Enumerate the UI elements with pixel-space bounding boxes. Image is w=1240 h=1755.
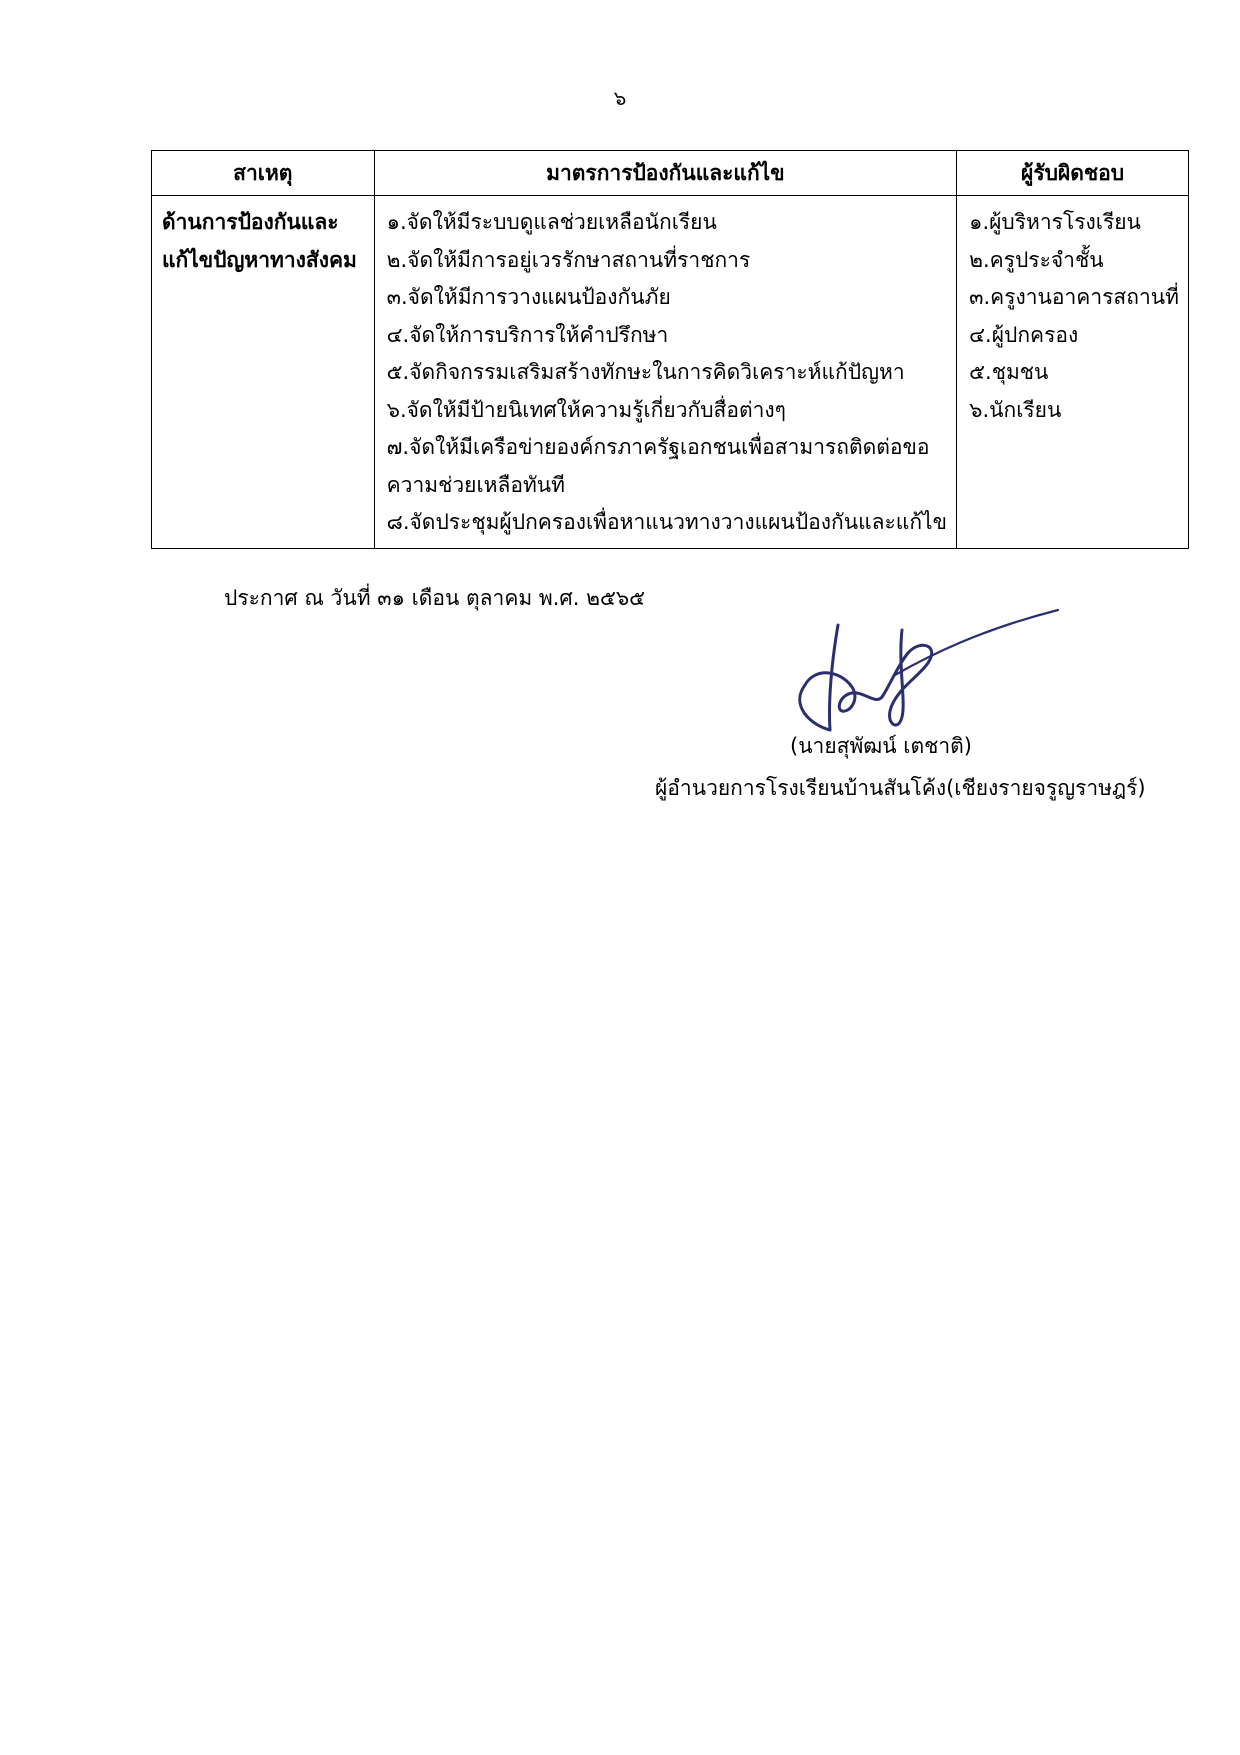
measure-item: ๗.จัดให้มีเครือข่ายองค์กรภาครัฐเอกชนเพื่อสามารถติดต่อขอ: [386, 435, 930, 459]
responsible-item: ๖.นักเรียน: [969, 397, 1062, 422]
measure-item: ๖.จัดให้มีป้ายนิเทศให้ความรู้เกี่ยวกับสื่อต่างๆ: [386, 397, 786, 422]
responsible-cell: [957, 196, 1189, 549]
responsible-item: ๑.ผู้บริหารโรงเรียน: [969, 210, 1141, 234]
measure-item: ๑.จัดให้มีระบบดูแลช่วยเหลือนักเรียน: [386, 210, 717, 234]
announcement-date: ประกาศ ณ วันที่ ๓๑ เดือน ตุลาคม พ.ศ. ๒๕๖๕: [224, 586, 646, 610]
measure-item: ความช่วยเหลือทันที: [386, 472, 565, 497]
measures-table: [151, 150, 1189, 549]
responsible-item: ๓.ครูงานอาคารสถานที่: [969, 285, 1179, 309]
signature-stroke: [882, 630, 932, 725]
measure-item: ๔.จัดให้การบริการให้คำปรึกษา: [386, 322, 669, 347]
table-header-row: [152, 151, 1189, 196]
signature-stroke: [895, 610, 1058, 675]
cause-cell: [152, 196, 375, 549]
signer-title: ผู้อำนวยการโรงเรียนบ้านสันโค้ง(เชียงรายจรูญราษฎร์): [655, 776, 1146, 800]
header-cause: สาเหตุ: [152, 151, 375, 196]
signature-stroke: [800, 625, 882, 730]
responsible-item: ๕.ชุมชน: [969, 360, 1049, 384]
measure-item: ๓.จัดให้มีการวางแผนป้องกันภัย: [386, 285, 671, 309]
handwritten-signature: [780, 605, 1080, 740]
measure-item: ๒.จัดให้มีการอยู่เวรรักษาสถานที่ราชการ: [386, 247, 751, 272]
cause-line: แก้ไขปัญหาทางสังคม: [162, 247, 357, 272]
page-number: ๖: [613, 86, 627, 110]
header-measures: มาตรการป้องกันและแก้ไข: [374, 151, 957, 196]
header-responsible: ผู้รับผิดชอบ: [957, 151, 1189, 196]
signer-name: (นายสุพัฒน์ เตชาติ): [790, 734, 972, 758]
measure-item: ๕.จัดกิจกรรมเสริมสร้างทักษะในการคิดวิเคราะห์แก้ปัญหา: [386, 360, 905, 384]
measures-cell: [374, 196, 957, 549]
measure-item: ๘.จัดประชุมผู้ปกครองเพื่อหาแนวทางวางแผนป้องกันและแก้ไข: [386, 510, 947, 534]
responsible-item: ๔.ผู้ปกครอง: [969, 322, 1079, 347]
table-row: [152, 196, 1189, 549]
responsible-item: ๒.ครูประจำชั้น: [969, 247, 1104, 272]
cause-line: ด้านการป้องกันและ: [162, 210, 339, 234]
